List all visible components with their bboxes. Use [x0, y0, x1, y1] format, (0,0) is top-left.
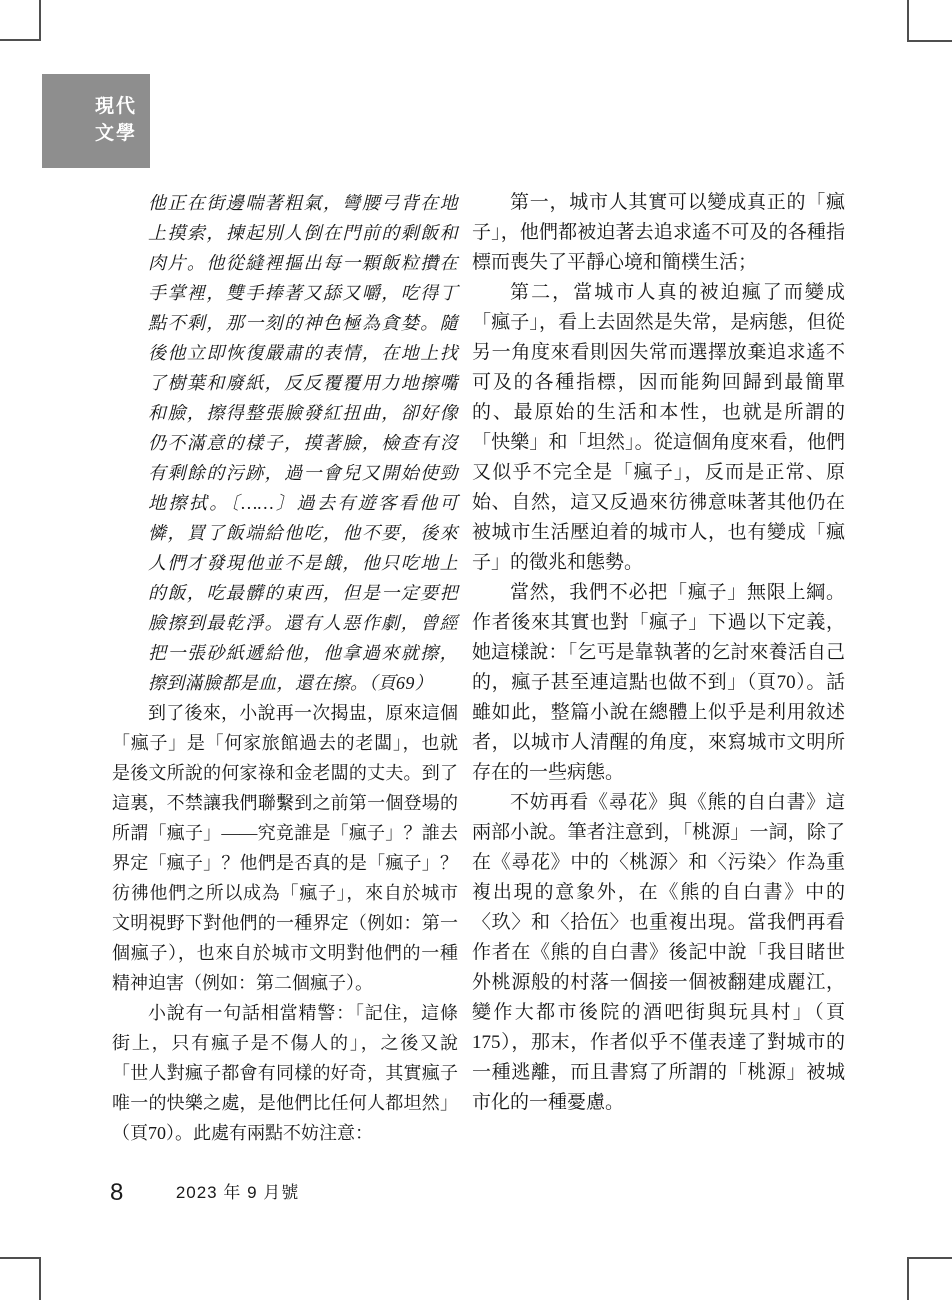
badge-line-2: 文學	[94, 123, 137, 144]
page-footer	[110, 1178, 299, 1207]
body-paragraph: 當然，我們不必把「瘋子」無限上綱。作者後來其實也對「瘋子」下過以下定義，她這樣說：「乞丐是靠執著的乞討來養活自己的，瘋子甚至連這點也做不到」（頁70）。話雖如此，整篇小說在總體上似乎是利用敘述者，以城市人清醒的角度，來寫城市文明所存在的一些病態。	[472, 582, 845, 783]
left-text-column	[112, 188, 458, 1148]
corner-mark-top-right	[907, 0, 952, 42]
body-paragraph: 第二，當城市人真的被迫瘋了而變成「瘋子」，看上去固然是失常，是病態，但從另一角度來看則因失常而選擇放棄追求遙不可及的各種指標，因而能夠回歸到最簡單的、最原始的生活和本性，也就是所謂的「快樂」和「坦然」。從這個角度來看，他們又似乎不完全是「瘋子」，反而是正常、原始、自然，這又反過來彷彿意味著其他仍在被城市生活壓迫着的城市人，也有變成「瘋子」的徵兆和態勢。	[472, 282, 845, 573]
body-paragraph: 不妨再看《尋花》與《熊的自白書》這兩部小說。筆者注意到，「桃源」一詞，除了在《尋花》中的〈桃源〉和〈污染〉作為重複出現的意象外，在《熊的自白書》中的〈玖〉和〈拾伍〉也重複出現。當我們再看作者在《熊的自白書》後記中說「我目睹世外桃源般的村落一個接一個被翻建成麗江，變作大都市後院的酒吧街與玩具村」（頁175），那末，作者似乎不僅表達了對城市的一種逃離，而且書寫了所謂的「桃源」被城市化的一種憂慮。	[472, 792, 845, 1113]
section-badge	[42, 74, 150, 168]
corner-mark-bottom-right	[907, 1257, 952, 1300]
right-text-column	[472, 188, 845, 1118]
body-paragraph: 小說有一句話相當精警：「記住，這條街上，只有瘋子是不傷人的」，之後又說「世人對瘋子都會有同樣的好奇，其實瘋子唯一的快樂之處，是他們比任何人都坦然」（頁70）。此處有兩點不妨注意：	[112, 1003, 458, 1143]
body-paragraph: 到了後來，小說再一次揭盅，原來這個「瘋子」是「何家旅館過去的老闆」，也就是後文所說的何家祿和金老闆的丈夫。到了這裏，不禁讓我們聯繫到之前第一個登場的所謂「瘋子」——究竟誰是「瘋子」？誰去界定「瘋子」？他們是否真的是「瘋子」？彷彿他們之所以成為「瘋子」，來自於城市文明視野下對他們的一種界定（例如：第一個瘋子），也來自於城市文明對他們的一種精神迫害（例如：第二個瘋子）。	[112, 703, 458, 993]
corner-mark-bottom-left	[0, 1257, 41, 1300]
corner-mark-top-left	[0, 0, 41, 41]
body-paragraph: 第一，城市人其實可以變成真正的「瘋子」，他們都被迫著去追求遙不可及的各種指標而喪失了平靜心境和簡樸生活；	[472, 192, 845, 273]
badge-line-1: 現代	[94, 96, 137, 117]
block-quote: 他正在街邊喘著粗氣，彎腰弓背在地上摸索，揀起別人倒在門前的剩飯和肉片。他從縫裡摳出每一顆飯粒攢在手掌裡，雙手捧著又舔又嚼，吃得丁點不剩，那一刻的神色極為貪婪。隨後他立即恢復嚴肅的表情，在地上找了樹葉和廢紙，反反覆覆用力地擦嘴和臉，擦得整張臉發紅扭曲，卻好像仍不滿意的樣子，摸著臉，檢查有沒有剩餘的污跡，過一會兒又開始使勁地擦拭。〔……〕過去有遊客看他可憐，買了飯端給他吃，他不要，後來人們才發現他並不是餓，他只吃地上的飯，吃最髒的東西，但是一定要把臉擦到最乾淨。還有人惡作劇，曾經把一張砂紙遞給他，他拿過來就擦，擦到滿臉都是血，還在擦。（頁69）	[148, 193, 458, 693]
issue-label: 2023 年 9 月號	[175, 1183, 300, 1202]
page-number: 8	[110, 1179, 124, 1206]
